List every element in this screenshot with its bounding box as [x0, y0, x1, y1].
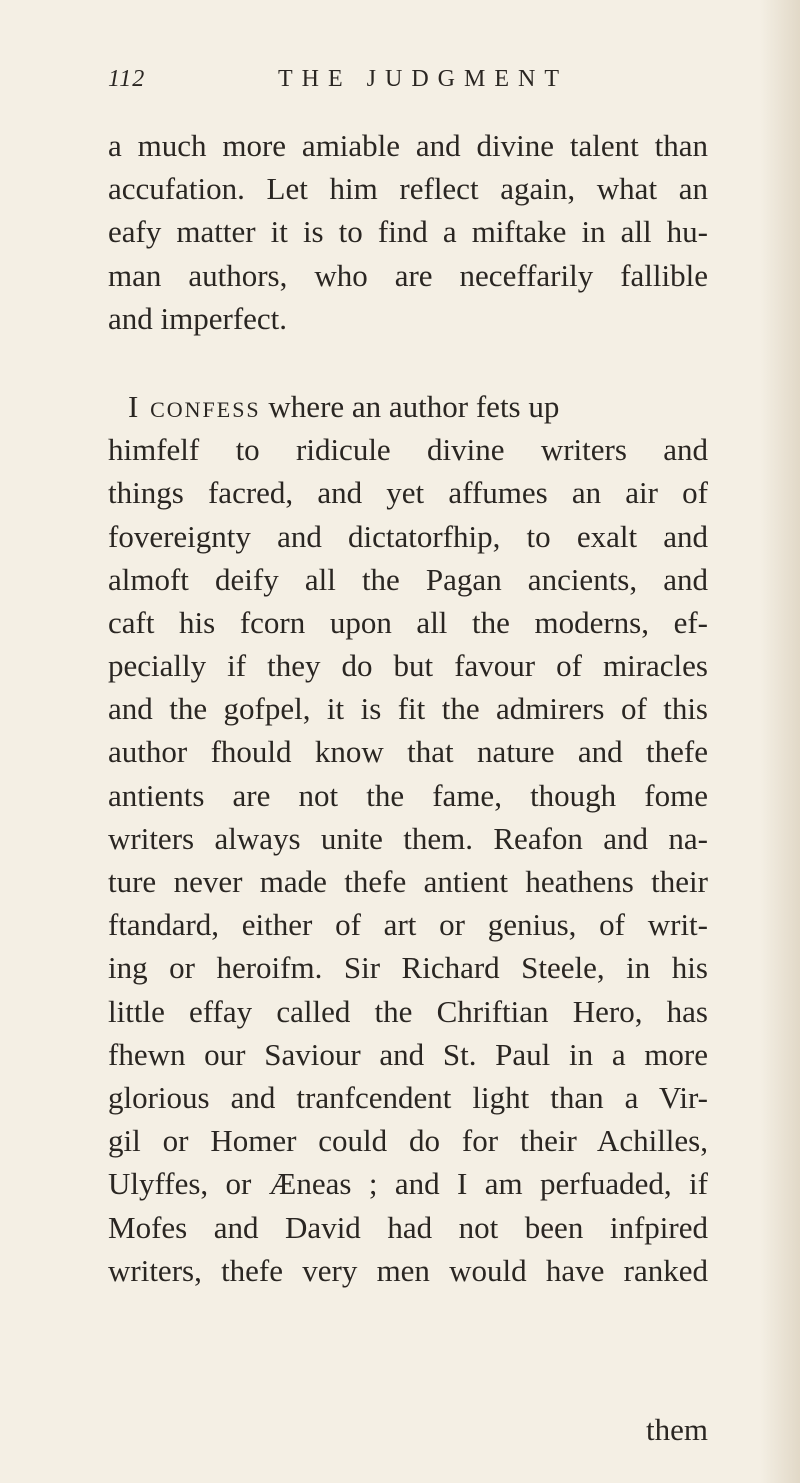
text-line: ing or heroifm. Sir Richard Steele, in his: [108, 950, 708, 986]
text-line: and imperfect.: [108, 300, 288, 336]
paragraph-gap: [108, 340, 708, 385]
text-line: a much more amiable and divine talent than: [108, 128, 708, 163]
page-number: 112: [108, 66, 146, 92]
text-line: pecially if they do but favour of miracles: [108, 648, 708, 684]
text-line: fovereignty and dictatorfhip, to exalt and: [108, 518, 708, 554]
page-header: [108, 66, 668, 102]
text-line: writers, thefe very men would have ranked: [108, 1252, 708, 1288]
text-line: Mofes and David had not been infpired: [108, 1209, 708, 1245]
text-line: man authors, who are neceffarily fallible: [108, 257, 708, 293]
text-line: eafy matter it is to find a miftake in all hu-: [108, 214, 708, 250]
text-line: caft his fcorn upon all the moderns, ef-: [108, 604, 708, 640]
opening-small-caps: I confess: [128, 388, 261, 424]
text-line-first: [108, 385, 708, 428]
running-head: THE JUDGMENT: [278, 66, 568, 92]
page-edge-shadow: [760, 0, 800, 1483]
text-line: little effay called the Chriftian Hero, has: [108, 993, 708, 1029]
text-line: and the gofpel, it is fit the admirers of this: [108, 691, 708, 727]
text-line: things facred, and yet affumes an air of: [108, 475, 708, 511]
paragraph-2: [108, 385, 708, 1292]
text-line: almoft deify all the Pagan ancients, and: [108, 561, 708, 597]
text-line: fhewn our Saviour and St. Paul in a more: [108, 1036, 708, 1072]
text-line: antients are not the fame, though fome: [108, 777, 708, 813]
text-line: ture never made thefe antient heathens their: [108, 864, 708, 899]
paragraph-1: [108, 124, 708, 340]
text-line: gil or Homer could do for their Achilles,: [108, 1123, 708, 1159]
text-line: accufation. Let him reflect again, what an: [108, 171, 708, 207]
body-text: [108, 124, 708, 1292]
first-line-rest: where an author fets up: [260, 388, 560, 424]
catchword: them: [646, 1412, 708, 1447]
text-line: author fhould know that nature and thefe: [108, 734, 708, 770]
text-line: writers always unite them. Reafon and na-: [108, 820, 708, 856]
text-line: himfelf to ridicule divine writers and: [108, 432, 708, 468]
text-line: Ulyffes, or Æneas ; and I am perfuaded, if: [108, 1166, 708, 1202]
text-line: ftandard, either of art or genius, of writ-: [108, 907, 708, 943]
text-line: glorious and tranfcendent light than a Vir-: [108, 1079, 708, 1115]
